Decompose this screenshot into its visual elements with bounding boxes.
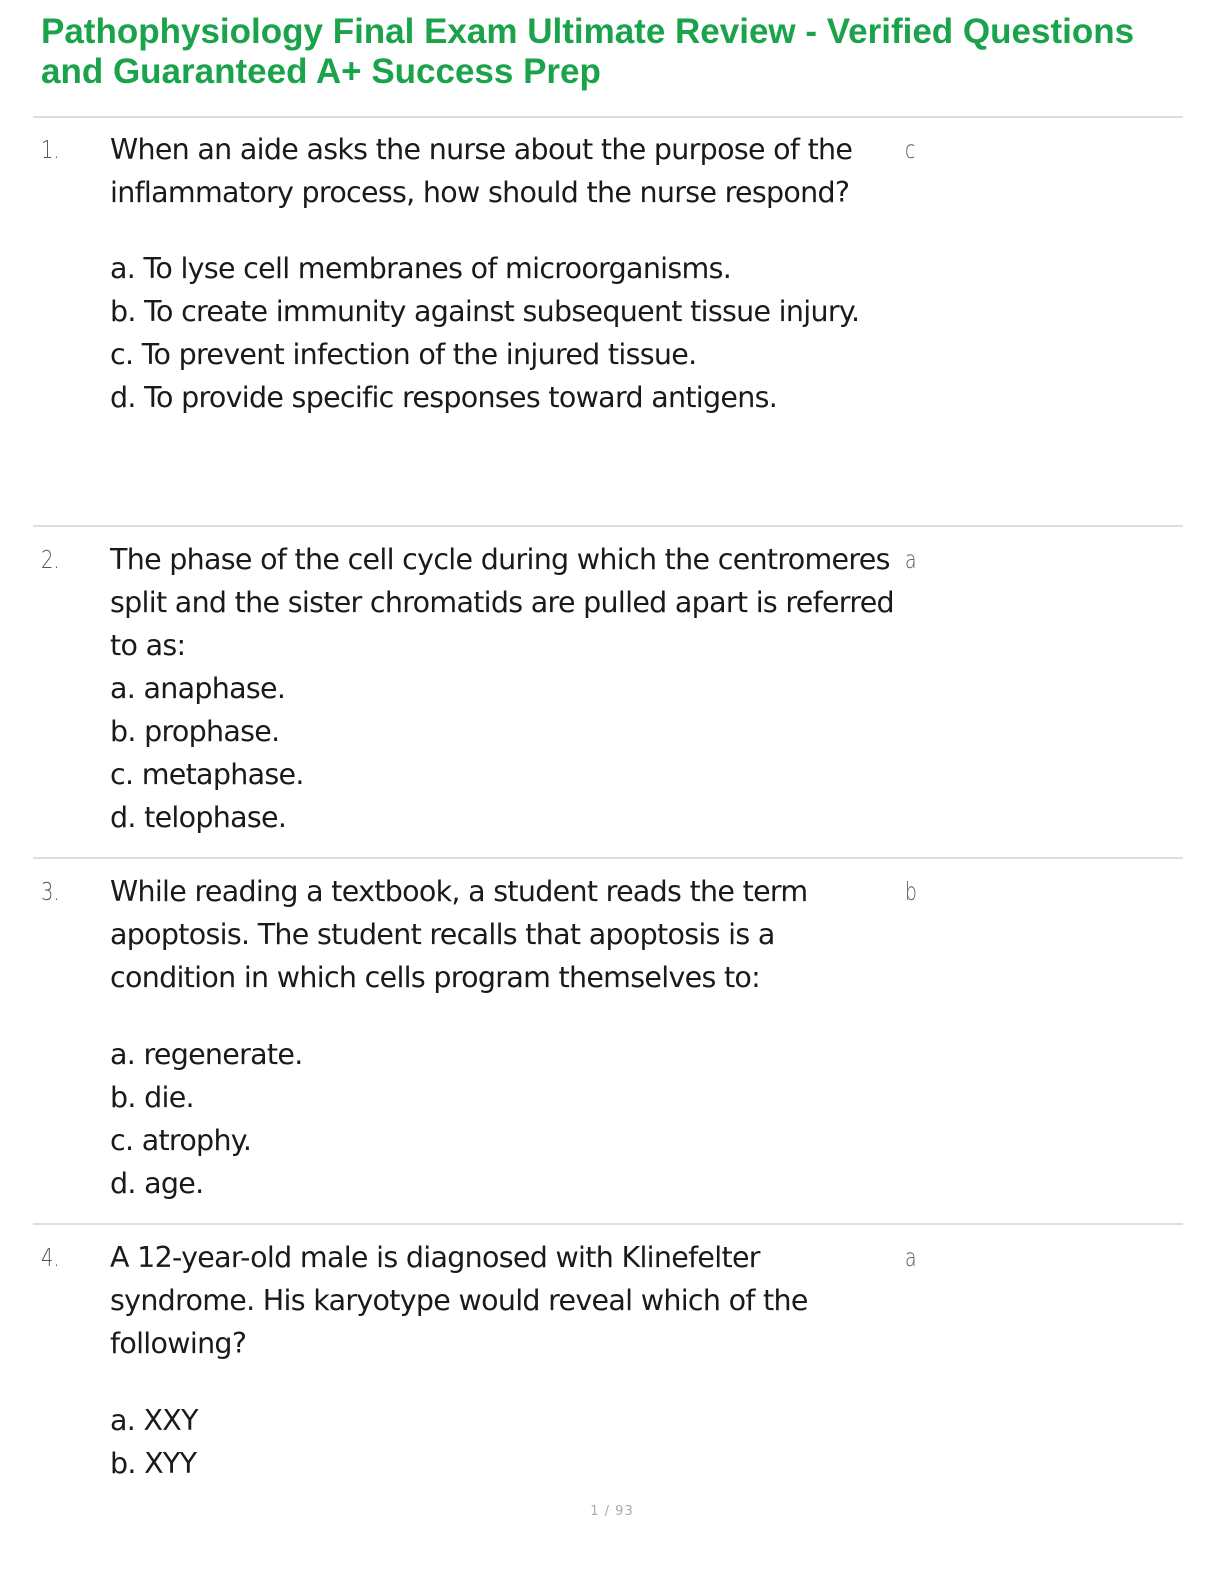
option-a: a. regenerate. xyxy=(110,1038,303,1071)
document-title: Pathophysiology Final Exam Ultimate Review - Verified Questions and Guaranteed A+ Success Prep xyxy=(41,12,1135,91)
option-list xyxy=(110,1399,900,1485)
option-list xyxy=(110,667,900,839)
question-body xyxy=(110,870,900,1205)
question-text: When an aide asks the nurse about the purpose of the inflammatory process, how should the nurse respond? xyxy=(110,133,853,209)
option-b: b. prophase. xyxy=(110,715,280,748)
divider xyxy=(33,525,1183,527)
option-b: b. To create immunity against subsequent tissue injury. xyxy=(110,295,860,328)
question-number: 4. xyxy=(41,1243,60,1272)
option-b: b. XYY xyxy=(110,1447,197,1480)
question-text: The phase of the cell cycle during which the centromeres split and the sister chromatids are pulled apart is referred to as: xyxy=(110,543,894,662)
option-d: d. To provide specific responses toward antigens. xyxy=(110,381,778,414)
option-list xyxy=(110,247,900,419)
question-number: 2. xyxy=(41,545,60,574)
answer-key: b xyxy=(905,877,917,906)
option-a: a. XXY xyxy=(110,1404,198,1437)
page-number: 1 / 93 xyxy=(590,1504,634,1519)
option-c: c. metaphase. xyxy=(110,758,304,791)
option-list xyxy=(110,1033,900,1205)
question-text: While reading a textbook, a student reads the term apoptosis. The student recalls that apoptosis is a condition in which cells program themselves to: xyxy=(110,875,808,994)
option-d: d. age. xyxy=(110,1167,204,1200)
question-number: 1. xyxy=(41,135,60,164)
option-c: c. To prevent infection of the injured tissue. xyxy=(110,338,697,371)
question-body xyxy=(110,128,900,419)
question-text: A 12-year-old male is diagnosed with Klinefelter syndrome. His karyotype would reveal which of the following? xyxy=(110,1241,808,1360)
divider xyxy=(33,1223,1183,1225)
option-c: c. atrophy. xyxy=(110,1124,252,1157)
answer-key: a xyxy=(905,545,917,574)
answer-key: c xyxy=(905,135,916,164)
question-number: 3. xyxy=(41,877,60,906)
option-b: b. die. xyxy=(110,1081,194,1114)
option-a: a. anaphase. xyxy=(110,672,286,705)
option-a: a. To lyse cell membranes of microorganisms. xyxy=(110,252,732,285)
divider xyxy=(33,857,1183,859)
answer-key: a xyxy=(905,1243,917,1272)
option-d: d. telophase. xyxy=(110,801,287,834)
question-body xyxy=(110,538,900,839)
question-body xyxy=(110,1236,900,1485)
divider xyxy=(33,116,1183,118)
